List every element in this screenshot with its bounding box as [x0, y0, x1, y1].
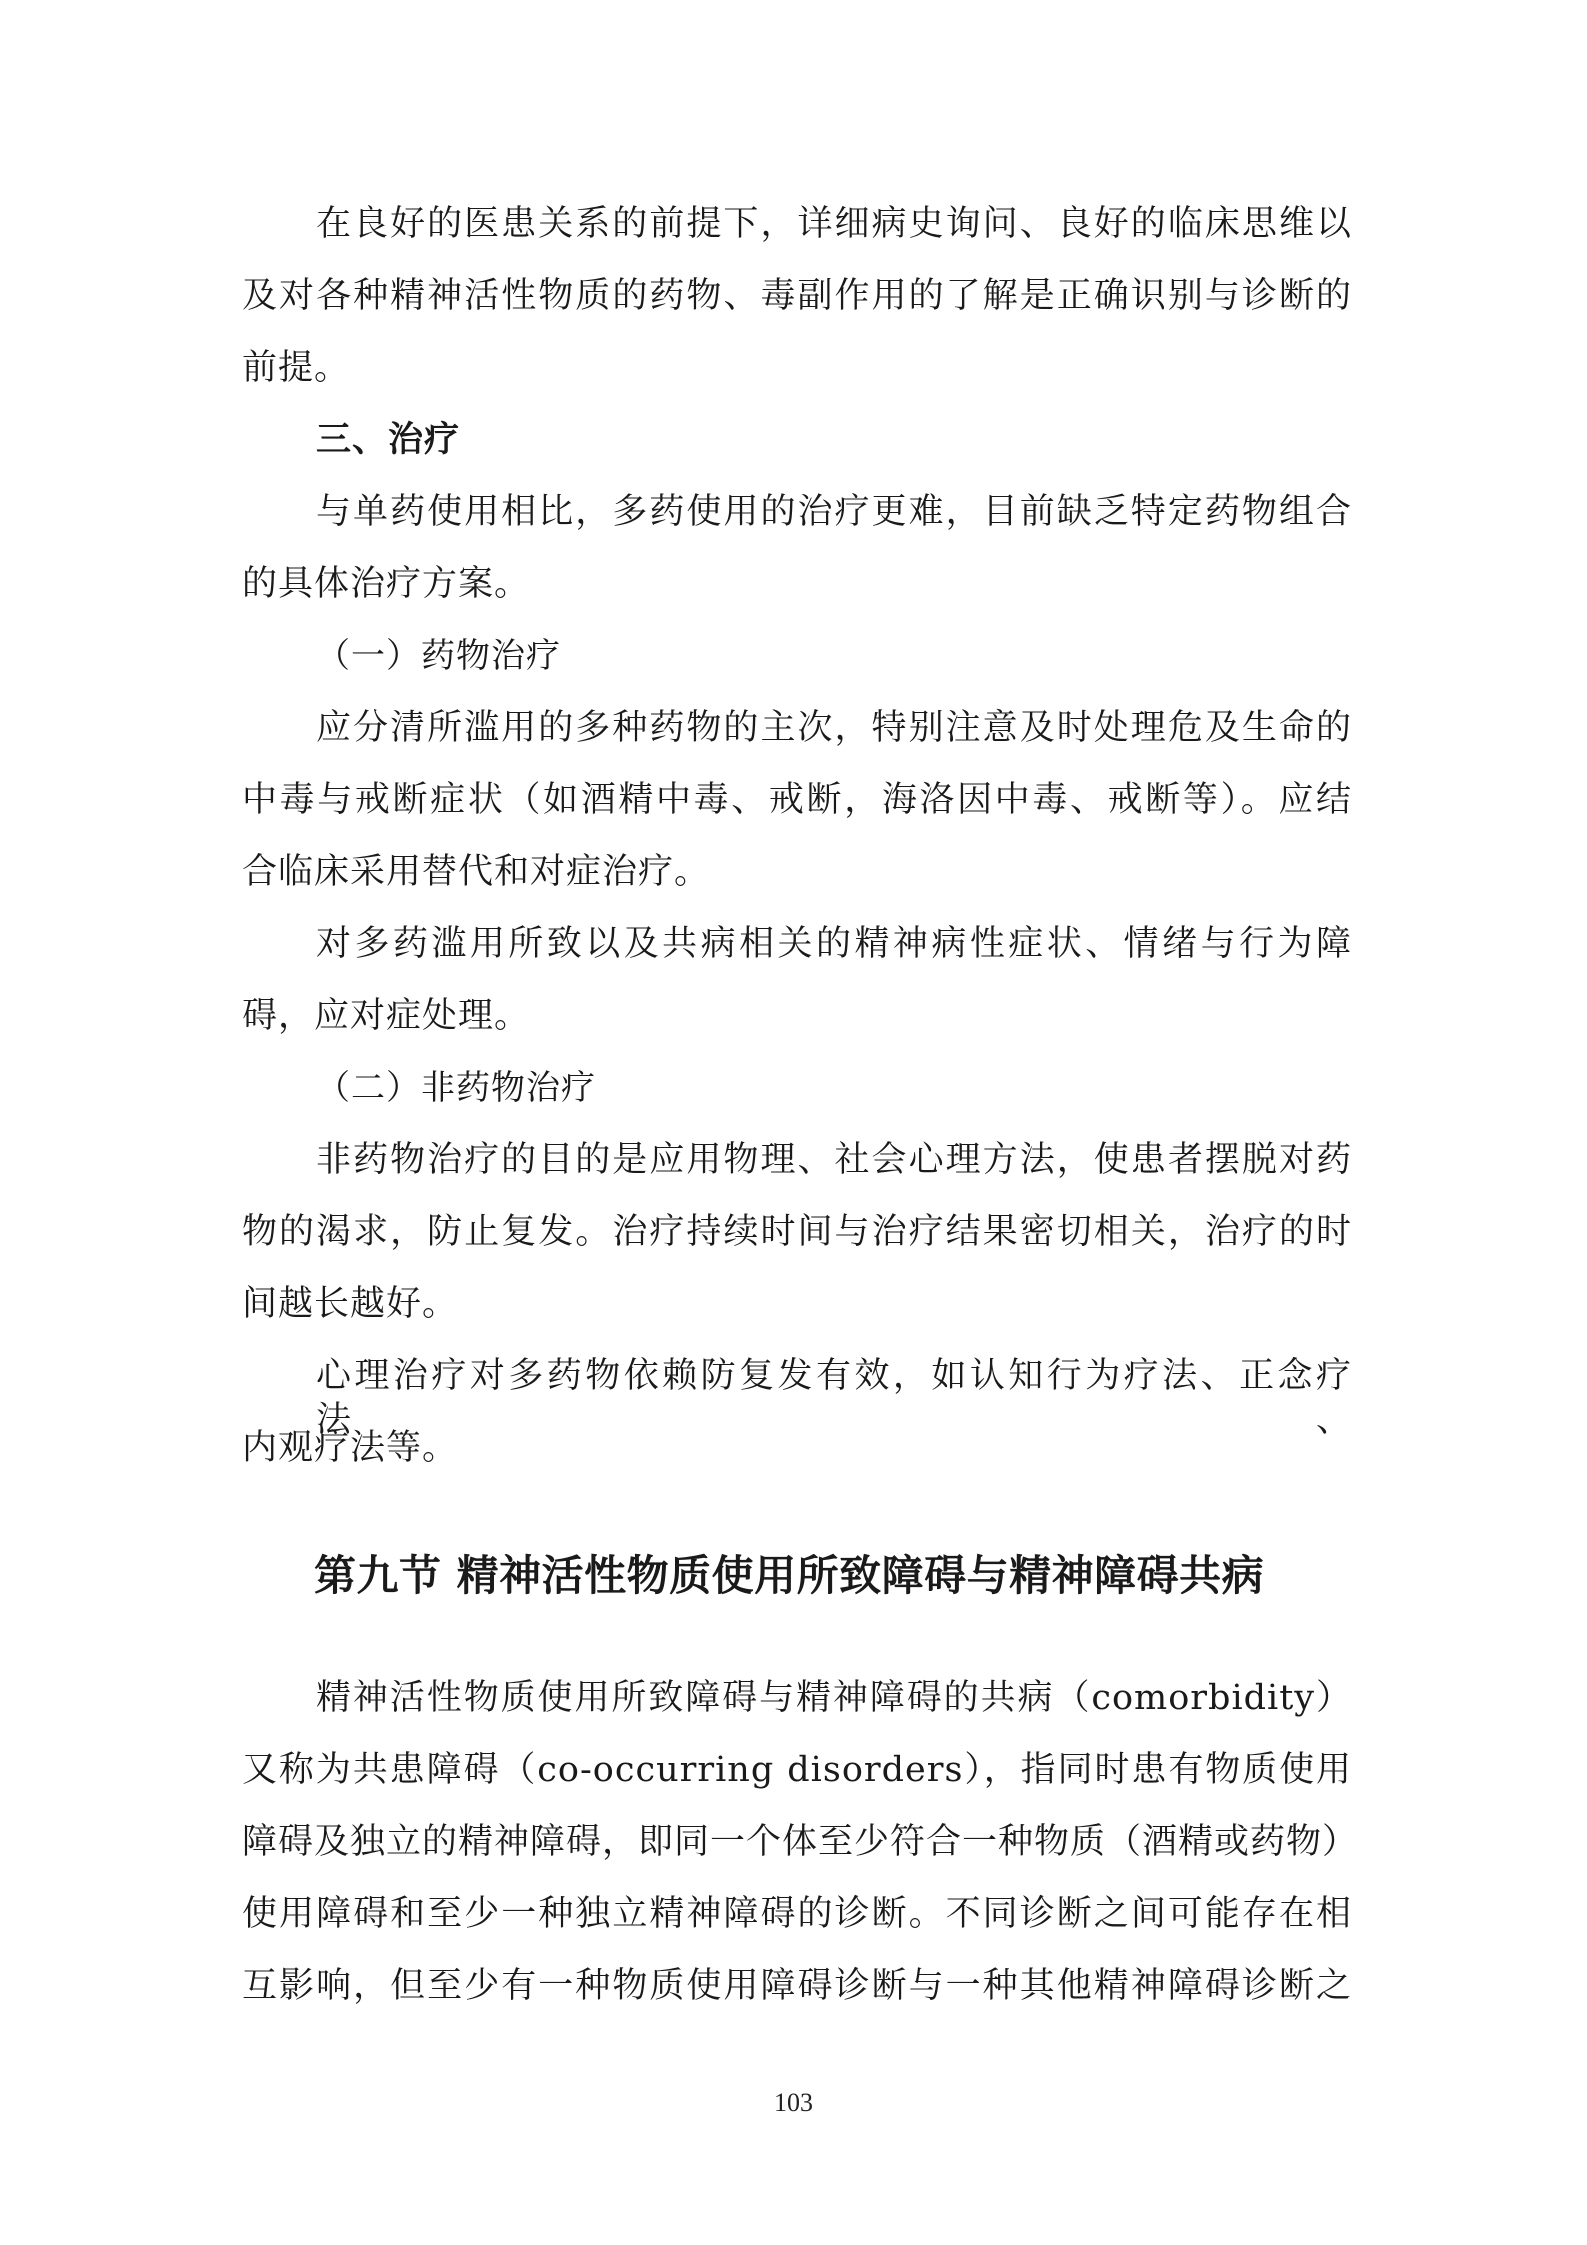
paragraph-line: 心理治疗对多药物依赖防复发有效，如认知行为疗法、正念疗法、 — [316, 1356, 1352, 1440]
paragraph-line: 对多药滥用所致以及共病相关的精神病性症状、情绪与行为障 — [316, 924, 1352, 964]
paragraph-line: 障碍及独立的精神障碍，即同一个体至少符合一种物质（酒精或药物） — [242, 1822, 1359, 1862]
paragraph-line: 碍，应对症处理。 — [242, 996, 531, 1036]
paragraph-line: 使用障碍和至少一种独立精神障碍的诊断。不同诊断之间可能存在相 — [242, 1894, 1352, 1934]
paragraph-line: 应分清所滥用的多种药物的主次，特别注意及时处理危及生命的 — [316, 708, 1352, 748]
section-body — [242, 0, 1359, 2245]
paragraph-line: 中毒与戒断症状（如酒精中毒、戒断，海洛因中毒、戒断等）。应结 — [242, 780, 1352, 820]
paragraph-line: 物的渴求，防止复发。治疗持续时间与治疗结果密切相关，治疗的时 — [242, 1212, 1352, 1252]
paragraph-line: 互影响，但至少有一种物质使用障碍诊断与一种其他精神障碍诊断之 — [242, 1966, 1352, 2006]
paragraph-line: 及对各种精神活性物质的药物、毒副作用的了解是正确识别与诊断的 — [242, 276, 1352, 316]
page-number: 103 — [774, 2088, 813, 2117]
subheading-drug-treatment: （一）药物治疗 — [316, 636, 561, 676]
subheading-non-drug-treatment: （二）非药物治疗 — [316, 1068, 596, 1108]
section-title: 第九节 精神活性物质使用所致障碍与精神障碍共病 — [314, 1551, 1265, 1600]
paragraph-line: 与单药使用相比，多药使用的治疗更难，目前缺乏特定药物组合 — [316, 492, 1352, 532]
paragraph-line: 在良好的医患关系的前提下，详细病史询问、良好的临床思维以 — [316, 204, 1352, 244]
paragraph-line: 精神活性物质使用所致障碍与精神障碍的共病（comorbidity） — [316, 1678, 1352, 1718]
paragraph-line: 前提。 — [242, 348, 351, 388]
paragraph-line: 间越长越好。 — [242, 1284, 459, 1324]
paragraph-line: 非药物治疗的目的是应用物理、社会心理方法，使患者摆脱对药 — [316, 1140, 1352, 1180]
paragraph-line: 合临床采用替代和对症治疗。 — [242, 852, 711, 892]
paragraph-line: 又称为共患障碍（co-occurring disorders），指同时患有物质使用 — [242, 1750, 1352, 1790]
paragraph-line: 的具体治疗方案。 — [242, 564, 531, 604]
heading-treatment: 三、治疗 — [316, 420, 461, 460]
paragraph-line: 内观疗法等。 — [242, 1428, 459, 1468]
